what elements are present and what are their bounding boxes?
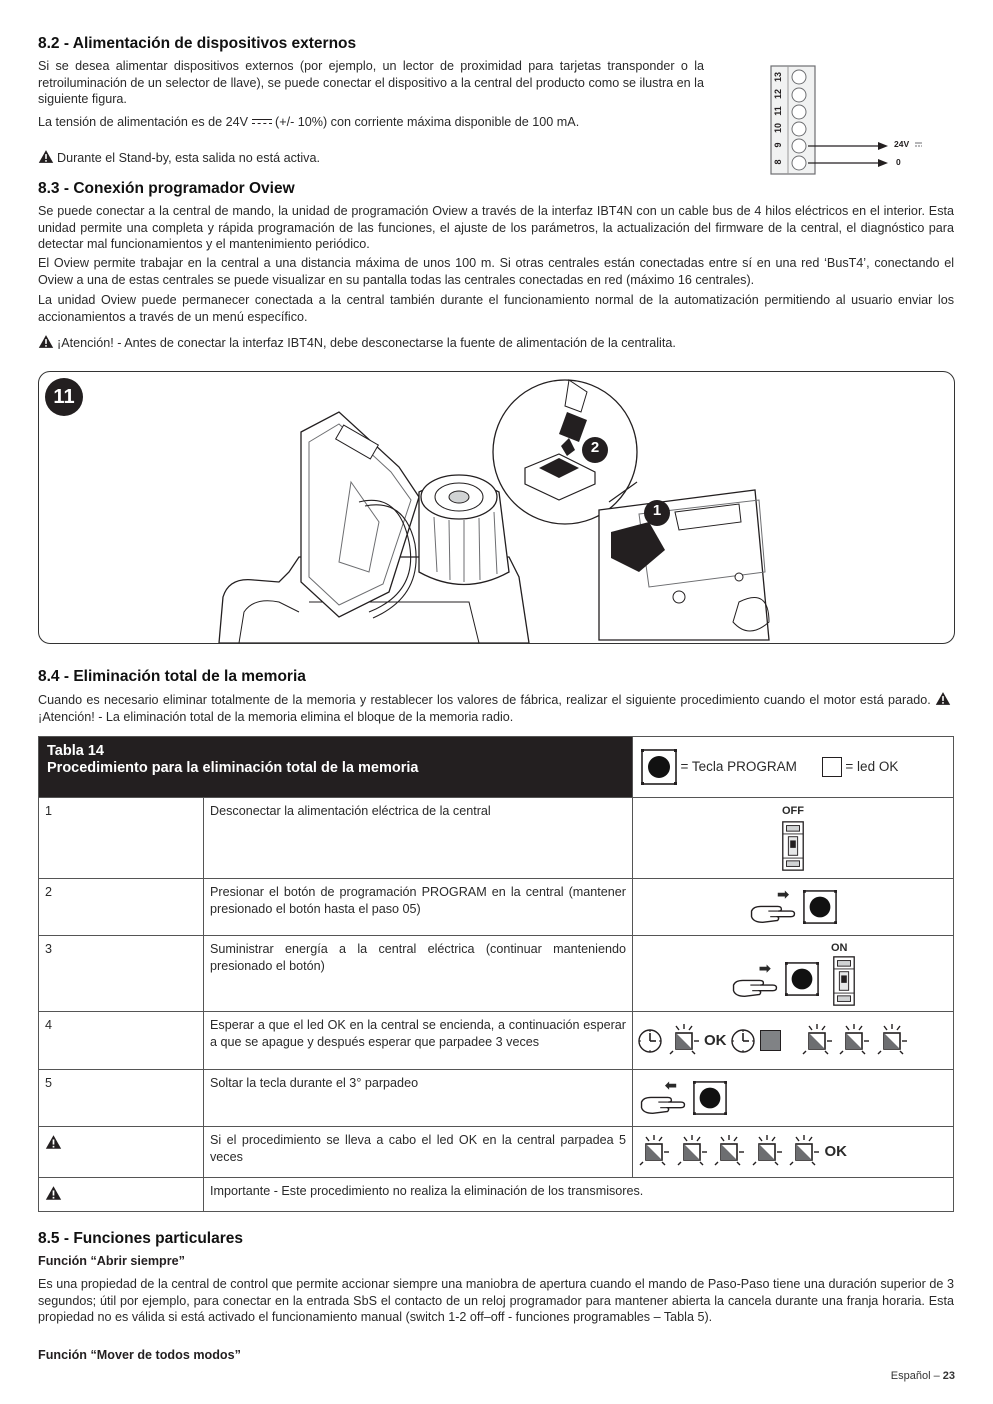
step-4-picture	[633, 1012, 954, 1070]
warning-1-picture	[633, 1127, 954, 1178]
section-8-5-title: 8.5 - Funciones particulares	[38, 1230, 244, 1247]
step-number: 2	[39, 879, 204, 936]
warning-cell	[39, 1178, 204, 1212]
step-text: Soltar la tecla durante el 3° parpadeo	[204, 1070, 633, 1127]
warning-icon	[935, 691, 951, 706]
on-label: ON	[831, 942, 848, 954]
led-blink-icon	[637, 1135, 671, 1169]
clock-icon	[730, 1028, 756, 1054]
output-0-label: 0	[896, 157, 901, 167]
page-number: 23	[942, 1370, 955, 1382]
table-header-title	[39, 737, 633, 798]
voltage-text-b: (+/- 10%) con corriente máxima disponible de 100 mA.	[271, 115, 580, 129]
section-8-4-title: 8.4 - Eliminación total de la memoria	[38, 668, 306, 685]
program-button-icon	[803, 890, 837, 924]
warning-icon	[38, 149, 54, 164]
led-blink-icon	[875, 1024, 909, 1058]
section-8-3-p2: El Oview permite trabajar en la central a una distancia máxima de unos 100 m. Si otras centrales están conectadas entre sí en una red ‘BusT4’, conectando el Oview a una de estas centrales se puede visualizar en su pantalla todas las centrales conectadas en red (máximo 16 centrales).	[38, 256, 954, 287]
led-ok-icon	[822, 757, 842, 777]
step-number: 1	[39, 798, 204, 879]
section-8-2-title: 8.2 - Alimentación de dispositivos externos	[38, 35, 357, 52]
legend-led: = led OK	[845, 758, 899, 774]
led-blink-icon	[787, 1135, 821, 1169]
figure-step-2: 2	[590, 439, 600, 456]
figure-11-illustration	[39, 372, 954, 643]
terminal-label-11: 11	[773, 106, 783, 116]
table-header-row	[39, 737, 954, 798]
table-row-warning	[39, 1178, 954, 1212]
breaker-on-icon	[829, 955, 859, 1007]
section-8-2-warning	[38, 149, 718, 167]
press-arrow-icon: ➡	[759, 960, 771, 976]
hand-press-icon	[731, 972, 779, 1000]
section-8-5-paragraph: Es una propiedad de la central de control que permite accionar siempre una maniobra de apertura cuando el mando de Paso-Paso tiene una duración superior de 3 segundos; útil por ejemplo, para conectar en la entrada SbS el contacto de un reloj programador para mantener abierta la cancela durante una franja horaria. Esta propiedad no es válida si está activado el funcionamiento manual (switch 1-2 off–off - funciones programables – Tabla 5).	[38, 1277, 954, 1324]
step-2-picture	[633, 879, 954, 936]
page-footer	[891, 1370, 955, 1382]
figure-number: 11	[53, 386, 75, 408]
legend-program: = Tecla PROGRAM	[680, 758, 797, 774]
terminal-label-9: 9	[773, 142, 783, 148]
ok-label: OK	[704, 1031, 727, 1049]
table-row	[39, 1070, 954, 1127]
section-8-2-warning-text: Durante el Stand-by, esta salida no está activa.	[57, 151, 320, 165]
section-8-3-title: 8.3 - Conexión programador Oview	[38, 180, 295, 197]
section-8-3-p1: Se puede conectar a la central de mando, la unidad de programación Oview a través de la interfaz IBT4N con un cable bus de 4 hilos eléctricos en el interior. Esta unidad permite una completa y rápida programación de las funciones, el ajuste de los parámetros, la actualización del firmware de la central, el diagnóstico para detectar mal funcionamientos y el mantenimiento periódico.	[38, 204, 954, 251]
program-button-icon	[641, 749, 677, 785]
step-1-picture	[633, 798, 954, 879]
led-off-icon	[760, 1030, 781, 1051]
table-row	[39, 798, 954, 879]
dc-symbol-icon	[252, 119, 272, 128]
section-8-2-paragraph: Si se desea alimentar dispositivos externos (por ejemplo, un lector de proximidad para tarjetas transponder o la retroiluminación de un selector de llave), se puede conectar el dispositivo a la central del producto como se ilustra en la siguiente figura.	[38, 59, 704, 106]
step-text: Esperar a que el led OK en la central se encienda, a continuación esperar a que se apague y después esperar que parpadee 3 veces	[204, 1012, 633, 1070]
terminal-label-13: 13	[773, 72, 783, 83]
terminal-label-8: 8	[773, 159, 783, 165]
footer-language: Español –	[890, 1370, 943, 1382]
section-8-4-warning-text: ¡Atención! - La eliminación total de la memoria elimina el bloque de la memoria radio.	[38, 709, 514, 724]
table-row-warning	[39, 1127, 954, 1178]
output-24v-label: 24V	[894, 139, 910, 149]
figure-step-1: 1	[652, 502, 662, 519]
program-button-icon	[785, 962, 819, 996]
hand-release-icon	[639, 1089, 687, 1117]
press-arrow-icon: ➡	[777, 886, 789, 902]
table-row	[39, 936, 954, 1012]
terminal-label-12: 12	[773, 89, 783, 100]
function-abrir-siempre-title: Función “Abrir siempre”	[38, 1254, 185, 1268]
step-text: Suministrar energía a la central eléctrica (continuar manteniendo presionado el botón)	[204, 936, 633, 1012]
section-8-3-p3: La unidad Oview puede permanecer conectada a la central también durante el funcionamiento normal de la automatización permitiendo al usuario enviar los accionamientos a través de un menú específico.	[38, 293, 954, 324]
figure-11	[38, 371, 955, 644]
warning-icon	[45, 1185, 62, 1201]
table-title-line1: Tabla 14	[47, 743, 104, 759]
section-8-4-paragraph	[38, 691, 954, 725]
step-5-picture	[633, 1070, 954, 1127]
led-blink-icon	[750, 1135, 784, 1169]
section-8-3-warning	[38, 334, 954, 352]
section-8-3-warning-text: ¡Atención! - Antes de conectar la interfaz IBT4N, debe desconectarse la fuente de alimentación de la centralita.	[57, 336, 676, 350]
breaker-off-icon	[778, 820, 808, 872]
led-blink-icon	[712, 1135, 746, 1169]
function-mover-title: Función “Mover de todos modos”	[38, 1348, 241, 1362]
table-row	[39, 1012, 954, 1070]
clock-icon	[637, 1028, 663, 1054]
table-title-line2: Procedimiento para la eliminación total de la memoria	[47, 759, 419, 776]
table-14	[38, 736, 954, 1212]
led-blink-icon	[837, 1024, 871, 1058]
step-3-picture	[633, 936, 954, 1012]
warning-text: Si el procedimiento se lleva a cabo el led OK en la central parpadea 5 veces	[204, 1127, 633, 1178]
led-blink-icon	[675, 1135, 709, 1169]
step-number: 4	[39, 1012, 204, 1070]
step-text: Presionar el botón de programación PROGRAM en la central (mantener presionado el botón hasta el paso 05)	[204, 879, 633, 936]
table-row	[39, 879, 954, 936]
voltage-text-a: La tensión de alimentación es de 24V	[38, 115, 252, 129]
program-button-icon	[693, 1081, 727, 1115]
terminal-diagram	[768, 64, 928, 176]
ok-label: OK	[824, 1142, 847, 1160]
terminal-label-10: 10	[773, 123, 783, 134]
warning-icon	[38, 334, 54, 349]
led-blink-icon	[667, 1024, 701, 1058]
release-arrow-icon: ⬅	[665, 1077, 677, 1093]
warning-cell	[39, 1127, 204, 1178]
off-label: OFF	[782, 805, 804, 817]
step-number: 3	[39, 936, 204, 1012]
step-text: Desconectar la alimentación eléctrica de la central	[204, 798, 633, 879]
step-number: 5	[39, 1070, 204, 1127]
warning-text: Importante - Este procedimiento no realiza la eliminación de los transmisores.	[204, 1178, 954, 1212]
warning-icon	[45, 1134, 62, 1150]
table-legend	[633, 737, 954, 798]
led-blink-icon	[800, 1024, 834, 1058]
hand-press-icon	[749, 898, 797, 926]
section-8-2-voltage	[38, 114, 718, 131]
section-8-4-text: Cuando es necesario eliminar totalmente de la memoria y restablecer los valores de fábrica, realizar el siguiente procedimiento cuando el motor está parado.	[38, 693, 931, 707]
